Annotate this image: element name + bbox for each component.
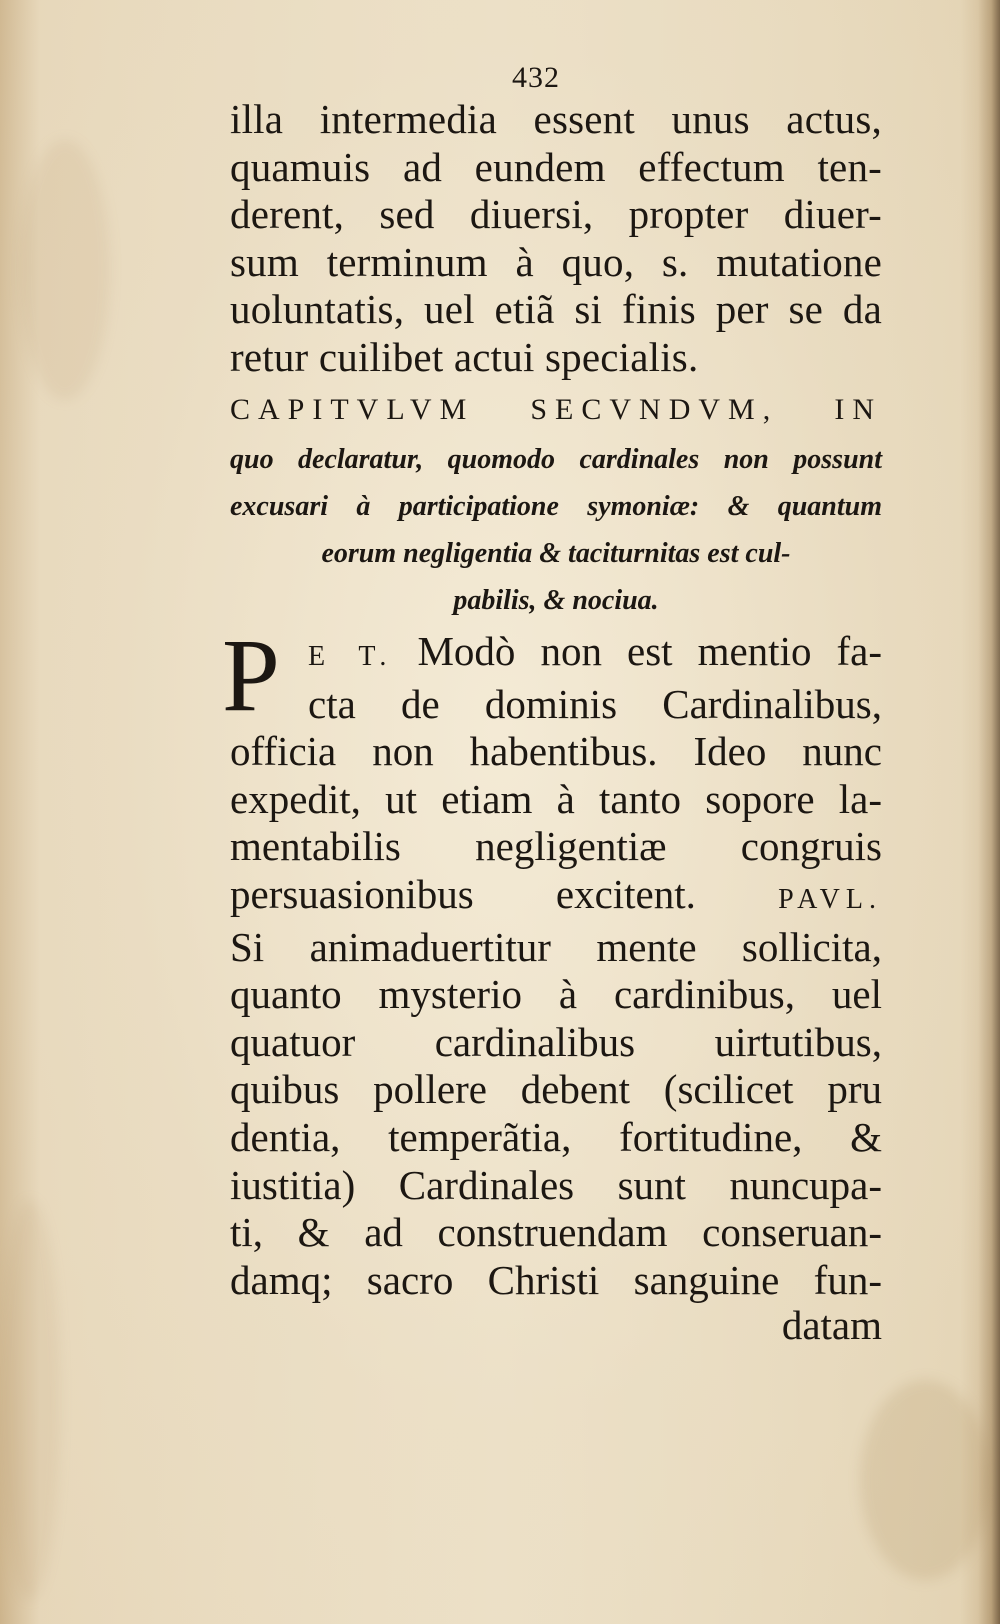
text-line: sum terminum à quo, s. mutatione: [230, 238, 882, 285]
page-number: 432: [512, 61, 560, 94]
paper-stain: [0, 1200, 60, 1600]
paper-stain: [860, 1380, 990, 1580]
opening-text-block: [230, 96, 882, 381]
text-line: expedit, ut etiam à tanto sopore la-: [230, 775, 882, 822]
text-line: quamuis ad eundem effectum ten-: [230, 143, 882, 190]
summary-line: quo declaratur, quomodo cardinales non possunt: [230, 444, 882, 475]
drop-cap: P: [222, 618, 280, 733]
summary-line: pabilis, & nociua.: [453, 585, 659, 616]
chapter-heading: CAPITVLVM SECVNDVM, IN: [230, 393, 882, 426]
chapter-summary: [230, 436, 882, 624]
text-line: derent, sed diuersi, propter diuer-: [230, 191, 882, 237]
line-text: Modò non est mentio fa-: [417, 628, 883, 674]
text-line: retur cuilibet actui specialis.: [230, 333, 699, 380]
speaker-label-paul: PAVL.: [778, 883, 882, 915]
text-line: dentia, temperãtia, fortitudine, &: [230, 1113, 882, 1160]
summary-line: eorum negligentia & taciturnitas est cul-: [321, 538, 791, 569]
catchword: datam: [781, 1302, 882, 1348]
dialogue-paragraph: [230, 628, 882, 1304]
text-line: officia non habentibus. Ideo nunc: [230, 728, 882, 775]
text-line: uoluntatis, uel etiã si finis per se da: [230, 286, 882, 332]
text-line: iustitia) Cardinales sunt nuncupa-: [230, 1161, 882, 1208]
paper-stain: [20, 140, 110, 400]
text-line: quatuor cardinalibus uirtutibus,: [230, 1018, 882, 1065]
text-line: illa intermedia essent unus actus,: [230, 96, 882, 142]
speaker-label-pet: E T.: [308, 641, 393, 672]
line-text: persuasionibus excitent.: [230, 870, 696, 917]
text-line: ti, & ad construendam conseruan-: [230, 1209, 882, 1256]
text-line: mentabilis negligentiæ congruis: [230, 823, 882, 870]
text-line: [230, 628, 882, 681]
page-edge-shadow: [978, 0, 1000, 1624]
text-line: cta de dominis Cardinalibus,: [308, 680, 882, 727]
text-line: quanto mysterio à cardinibus, uel: [230, 971, 882, 1018]
text-line: Si animaduertitur mente sollicita,: [230, 923, 882, 970]
text-line: damq; sacro Christi sanguine fun-: [230, 1256, 882, 1303]
text-line: quibus pollere debent (scilicet pru: [230, 1066, 882, 1113]
summary-line: excusari à participatione symoniæ: & quantum: [230, 491, 882, 522]
text-line: [230, 871, 882, 924]
